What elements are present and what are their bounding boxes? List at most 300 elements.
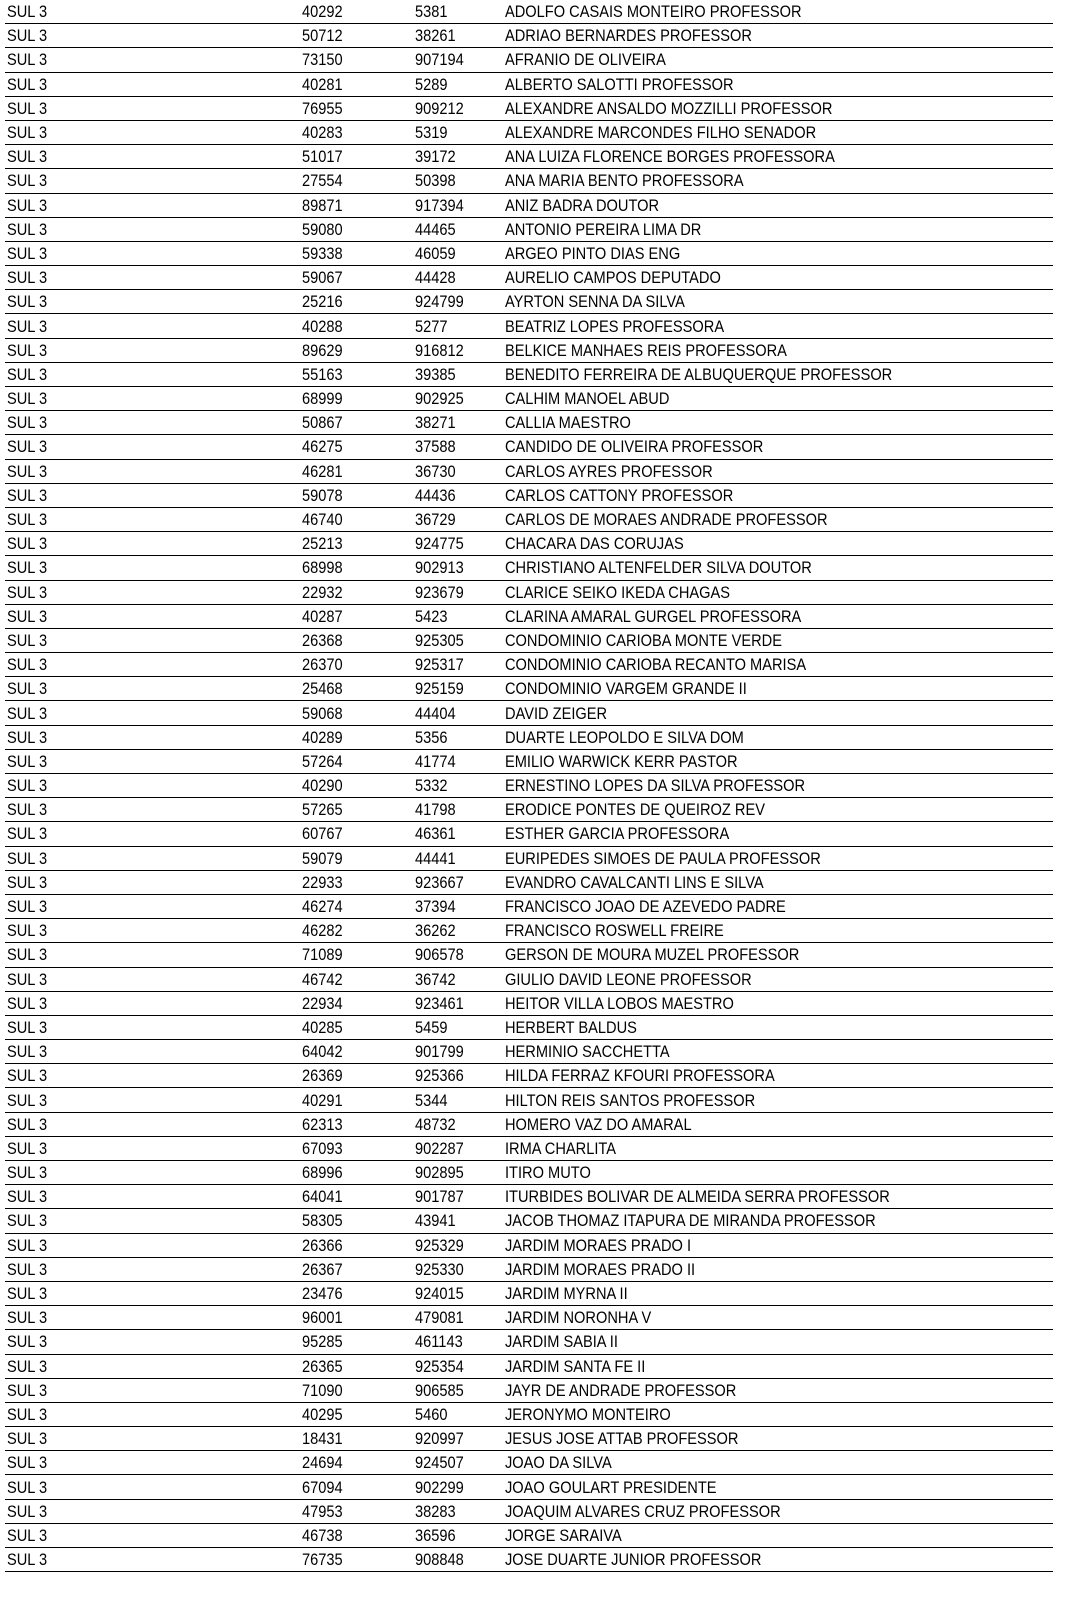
region-cell-text: SUL 3 [7, 1163, 48, 1183]
table-row [5, 1306, 1053, 1330]
region-cell [5, 1164, 302, 1181]
name-cell-text: HERMINIO SACCHETTA [505, 1042, 670, 1062]
code2-cell-text: 923461 [415, 993, 464, 1013]
name-cell-text: JARDIM NORONHA V [505, 1308, 652, 1328]
code1-cell-text: 73150 [302, 50, 343, 70]
school-list-table [5, 0, 1053, 1572]
name-cell-text: ALEXANDRE MARCONDES FILHO SENADOR [505, 123, 817, 143]
code2-cell [415, 172, 505, 189]
region-cell [5, 729, 302, 746]
code1-cell-text: 50712 [302, 26, 343, 46]
code1-cell-text: 26369 [302, 1066, 343, 1086]
name-cell-text: ADOLFO CASAIS MONTEIRO PROFESSOR [505, 2, 802, 22]
code1-cell-text: 40295 [302, 1404, 343, 1424]
region-cell [5, 487, 302, 504]
region-cell-text: SUL 3 [7, 268, 48, 288]
region-cell-text: SUL 3 [7, 800, 48, 820]
code2-cell-text: 44436 [415, 485, 456, 505]
table-row [5, 895, 1053, 919]
region-cell [5, 874, 302, 891]
name-cell [505, 1237, 1053, 1254]
region-cell-text: SUL 3 [7, 413, 48, 433]
name-cell [505, 898, 1053, 915]
code2-cell-text: 36729 [415, 510, 456, 530]
region-cell-text: SUL 3 [7, 1453, 48, 1473]
name-cell-text: ALEXANDRE ANSALDO MOZZILLI PROFESSOR [505, 98, 833, 118]
code1-cell [302, 1333, 415, 1350]
region-cell-text: SUL 3 [7, 1380, 48, 1400]
code1-cell-text: 67093 [302, 1138, 343, 1158]
code2-cell [415, 922, 505, 939]
code1-cell [302, 487, 415, 504]
region-cell [5, 366, 302, 383]
code2-cell [415, 414, 505, 431]
name-cell-text: ADRIAO BERNARDES PROFESSOR [505, 26, 752, 46]
table-row [5, 750, 1053, 774]
code1-cell-text: 60767 [302, 824, 343, 844]
name-cell-text: AFRANIO DE OLIVEIRA [505, 50, 666, 70]
region-cell-text: SUL 3 [7, 1525, 48, 1545]
region-cell-text: SUL 3 [7, 1332, 48, 1352]
name-cell [505, 1430, 1053, 1447]
code2-cell [415, 777, 505, 794]
code1-cell-text: 46742 [302, 969, 343, 989]
name-cell [505, 124, 1053, 141]
code1-cell-text: 22932 [302, 582, 343, 602]
code1-cell [302, 318, 415, 335]
region-cell [5, 100, 302, 117]
code2-cell [415, 584, 505, 601]
code2-cell-text: 44441 [415, 848, 456, 868]
table-row [5, 1088, 1053, 1112]
table-row [5, 218, 1053, 242]
table-row [5, 701, 1053, 725]
table-row [5, 266, 1053, 290]
table-row [5, 0, 1053, 24]
code1-cell-text: 22933 [302, 872, 343, 892]
name-cell [505, 390, 1053, 407]
region-cell [5, 1285, 302, 1302]
code2-cell [415, 1261, 505, 1278]
region-cell [5, 269, 302, 286]
name-cell [505, 1043, 1053, 1060]
name-cell [505, 100, 1053, 117]
region-cell-text: SUL 3 [7, 969, 48, 989]
code1-cell-text: 40292 [302, 2, 343, 22]
region-cell [5, 608, 302, 625]
code1-cell [302, 1309, 415, 1326]
code1-cell [302, 946, 415, 963]
name-cell-text: CONDOMINIO CARIOBA RECANTO MARISA [505, 655, 807, 675]
name-cell-text: BEATRIZ LOPES PROFESSORA [505, 316, 725, 336]
code2-cell-text: 41774 [415, 751, 456, 771]
name-cell-text: HERBERT BALDUS [505, 1017, 637, 1037]
code2-cell-text: 923667 [415, 872, 464, 892]
code1-cell-text: 96001 [302, 1308, 343, 1328]
table-row [5, 24, 1053, 48]
code2-cell-text: 36262 [415, 921, 456, 941]
name-cell [505, 680, 1053, 697]
region-cell-text: SUL 3 [7, 1017, 48, 1037]
code2-cell [415, 729, 505, 746]
name-cell [505, 922, 1053, 939]
code1-cell-text: 95285 [302, 1332, 343, 1352]
region-cell-text: SUL 3 [7, 1284, 48, 1304]
name-cell [505, 995, 1053, 1012]
code2-cell-text: 44465 [415, 219, 456, 239]
table-row [5, 387, 1053, 411]
code2-cell-text: 906578 [415, 945, 464, 965]
code2-cell-text: 902925 [415, 389, 464, 409]
region-cell [5, 1237, 302, 1254]
name-cell [505, 1285, 1053, 1302]
table-row [5, 73, 1053, 97]
code2-cell-text: 902913 [415, 558, 464, 578]
code2-cell [415, 1382, 505, 1399]
region-cell [5, 1261, 302, 1278]
table-row [5, 1185, 1053, 1209]
name-cell-text: AURELIO CAMPOS DEPUTADO [505, 268, 721, 288]
region-cell-text: SUL 3 [7, 219, 48, 239]
table-row [5, 677, 1053, 701]
code1-cell [302, 1285, 415, 1302]
region-cell [5, 535, 302, 552]
name-cell [505, 850, 1053, 867]
name-cell [505, 1212, 1053, 1229]
name-cell [505, 1019, 1053, 1036]
name-cell-text: AYRTON SENNA DA SILVA [505, 292, 685, 312]
code1-cell [302, 1212, 415, 1229]
code1-cell [302, 51, 415, 68]
region-cell [5, 124, 302, 141]
table-row [5, 798, 1053, 822]
table-row [5, 121, 1053, 145]
name-cell [505, 1551, 1053, 1568]
name-cell-text: JARDIM SABIA II [505, 1332, 618, 1352]
region-cell [5, 342, 302, 359]
region-cell [5, 438, 302, 455]
code1-cell [302, 366, 415, 383]
region-cell-text: SUL 3 [7, 897, 48, 917]
region-cell [5, 245, 302, 262]
code2-cell-text: 5332 [415, 776, 448, 796]
region-cell-text: SUL 3 [7, 340, 48, 360]
code2-cell [415, 705, 505, 722]
name-cell [505, 825, 1053, 842]
region-cell-text: SUL 3 [7, 872, 48, 892]
name-cell [505, 1479, 1053, 1496]
table-row [5, 363, 1053, 387]
name-cell [505, 27, 1053, 44]
code2-cell-text: 38283 [415, 1501, 456, 1521]
code2-cell-text: 925159 [415, 679, 464, 699]
code1-cell-text: 57264 [302, 751, 343, 771]
code1-cell [302, 245, 415, 262]
region-cell-text: SUL 3 [7, 776, 48, 796]
code1-cell-text: 58305 [302, 1211, 343, 1231]
code2-cell [415, 3, 505, 20]
region-cell-text: SUL 3 [7, 703, 48, 723]
code1-cell [302, 1358, 415, 1375]
name-cell-text: JACOB THOMAZ ITAPURA DE MIRANDA PROFESSOR [505, 1211, 876, 1231]
code1-cell-text: 46282 [302, 921, 343, 941]
region-cell-text: SUL 3 [7, 655, 48, 675]
name-cell [505, 801, 1053, 818]
code1-cell [302, 100, 415, 117]
code1-cell [302, 850, 415, 867]
name-cell-text: EVANDRO CAVALCANTI LINS E SILVA [505, 872, 764, 892]
code1-cell-text: 67094 [302, 1477, 343, 1497]
name-cell-text: ESTHER GARCIA PROFESSORA [505, 824, 730, 844]
region-cell-text: SUL 3 [7, 195, 48, 215]
code2-cell-text: 39172 [415, 147, 456, 167]
code2-cell [415, 1140, 505, 1157]
name-cell [505, 559, 1053, 576]
region-cell [5, 51, 302, 68]
table-row [5, 556, 1053, 580]
name-cell-text: FRANCISCO ROSWELL FREIRE [505, 921, 724, 941]
table-row [5, 169, 1053, 193]
region-cell [5, 27, 302, 44]
name-cell-text: JARDIM MORAES PRADO II [505, 1259, 696, 1279]
name-cell [505, 608, 1053, 625]
region-cell [5, 656, 302, 673]
code2-cell [415, 148, 505, 165]
code1-cell [302, 584, 415, 601]
region-cell-text: SUL 3 [7, 50, 48, 70]
code1-cell-text: 46738 [302, 1525, 343, 1545]
code2-cell-text: 924775 [415, 534, 464, 554]
code1-cell [302, 922, 415, 939]
code2-cell [415, 1188, 505, 1205]
region-cell-text: SUL 3 [7, 1235, 48, 1255]
name-cell-text: HILDA FERRAZ KFOURI PROFESSORA [505, 1066, 775, 1086]
code2-cell-text: 916812 [415, 340, 464, 360]
name-cell [505, 1382, 1053, 1399]
code1-cell [302, 1479, 415, 1496]
code1-cell [302, 1454, 415, 1471]
code2-cell [415, 753, 505, 770]
code2-cell [415, 1092, 505, 1109]
table-row [5, 1403, 1053, 1427]
code1-cell-text: 22934 [302, 993, 343, 1013]
name-cell [505, 753, 1053, 770]
code1-cell [302, 825, 415, 842]
name-cell-text: FRANCISCO JOAO DE AZEVEDO PADRE [505, 897, 786, 917]
code1-cell [302, 1116, 415, 1133]
name-cell [505, 414, 1053, 431]
region-cell-text: SUL 3 [7, 461, 48, 481]
code1-cell-text: 40283 [302, 123, 343, 143]
table-row [5, 1451, 1053, 1475]
code1-cell [302, 1382, 415, 1399]
code1-cell-text: 26367 [302, 1259, 343, 1279]
region-cell-text: SUL 3 [7, 751, 48, 771]
name-cell-text: CLARICE SEIKO IKEDA CHAGAS [505, 582, 731, 602]
region-cell [5, 1454, 302, 1471]
name-cell-text: JORGE SARAIVA [505, 1525, 622, 1545]
region-cell [5, 76, 302, 93]
code2-cell [415, 1454, 505, 1471]
table-row [5, 847, 1053, 871]
code2-cell-text: 925305 [415, 630, 464, 650]
region-cell [5, 559, 302, 576]
code1-cell [302, 680, 415, 697]
code1-cell-text: 59078 [302, 485, 343, 505]
region-cell [5, 801, 302, 818]
region-cell-text: SUL 3 [7, 848, 48, 868]
table-row [5, 653, 1053, 677]
code2-cell [415, 366, 505, 383]
code2-cell-text: 36730 [415, 461, 456, 481]
name-cell-text: ARGEO PINTO DIAS ENG [505, 243, 681, 263]
name-cell [505, 293, 1053, 310]
name-cell [505, 535, 1053, 552]
code1-cell [302, 414, 415, 431]
code2-cell [415, 221, 505, 238]
code1-cell [302, 559, 415, 576]
code2-cell-text: 5289 [415, 74, 448, 94]
code2-cell [415, 825, 505, 842]
code1-cell-text: 25468 [302, 679, 343, 699]
code2-cell-text: 909212 [415, 98, 464, 118]
table-row [5, 508, 1053, 532]
table-row [5, 1234, 1053, 1258]
code1-cell [302, 656, 415, 673]
region-cell-text: SUL 3 [7, 1308, 48, 1328]
code1-cell [302, 27, 415, 44]
region-cell-text: SUL 3 [7, 606, 48, 626]
code2-cell-text: 5381 [415, 2, 448, 22]
region-cell-text: SUL 3 [7, 1066, 48, 1086]
code2-cell-text: 5460 [415, 1404, 448, 1424]
table-row [5, 919, 1053, 943]
name-cell [505, 1503, 1053, 1520]
table-row [5, 460, 1053, 484]
code1-cell-text: 18431 [302, 1429, 343, 1449]
code1-cell-text: 76735 [302, 1550, 343, 1570]
region-cell [5, 705, 302, 722]
code2-cell [415, 100, 505, 117]
name-cell [505, 148, 1053, 165]
code2-cell [415, 1043, 505, 1060]
name-cell-text: CALLIA MAESTRO [505, 413, 631, 433]
code2-cell [415, 1479, 505, 1496]
code2-cell [415, 656, 505, 673]
name-cell-text: JARDIM MORAES PRADO I [505, 1235, 692, 1255]
code2-cell-text: 902299 [415, 1477, 464, 1497]
region-cell-text: SUL 3 [7, 364, 48, 384]
name-cell [505, 463, 1053, 480]
name-cell-text: ITIRO MUTO [505, 1163, 591, 1183]
table-row [5, 1040, 1053, 1064]
code2-cell [415, 946, 505, 963]
name-cell-text: EMILIO WARWICK KERR PASTOR [505, 751, 738, 771]
code1-cell-text: 46740 [302, 510, 343, 530]
code1-cell [302, 3, 415, 20]
region-cell-text: SUL 3 [7, 510, 48, 530]
code1-cell [302, 753, 415, 770]
name-cell-text: JOAQUIM ALVARES CRUZ PROFESSOR [505, 1501, 781, 1521]
code2-cell-text: 46059 [415, 243, 456, 263]
code2-cell [415, 1406, 505, 1423]
code2-cell [415, 1309, 505, 1326]
code1-cell [302, 1503, 415, 1520]
region-cell-text: SUL 3 [7, 1114, 48, 1134]
table-row [5, 1258, 1053, 1282]
code1-cell [302, 705, 415, 722]
code1-cell [302, 221, 415, 238]
region-cell [5, 293, 302, 310]
code2-cell-text: 924507 [415, 1453, 464, 1473]
code1-cell-text: 68999 [302, 389, 343, 409]
code2-cell-text: 36596 [415, 1525, 456, 1545]
region-cell-text: SUL 3 [7, 243, 48, 263]
name-cell-text: JERONYMO MONTEIRO [505, 1404, 671, 1424]
code1-cell-text: 24694 [302, 1453, 343, 1473]
name-cell [505, 1140, 1053, 1157]
code2-cell-text: 902895 [415, 1163, 464, 1183]
name-cell-text: HEITOR VILLA LOBOS MAESTRO [505, 993, 734, 1013]
name-cell-text: JOAO DA SILVA [505, 1453, 612, 1473]
code2-cell-text: 901799 [415, 1042, 464, 1062]
code2-cell [415, 898, 505, 915]
name-cell-text: DAVID ZEIGER [505, 703, 608, 723]
table-row [5, 1379, 1053, 1403]
code1-cell-text: 59338 [302, 243, 343, 263]
name-cell-text: JARDIM SANTA FE II [505, 1356, 646, 1376]
name-cell [505, 1309, 1053, 1326]
name-cell [505, 729, 1053, 746]
table-row [5, 1209, 1053, 1233]
code1-cell-text: 25213 [302, 534, 343, 554]
name-cell-text: JOAO GOULART PRESIDENTE [505, 1477, 717, 1497]
code2-cell-text: 920997 [415, 1429, 464, 1449]
name-cell [505, 1527, 1053, 1544]
name-cell-text: CHRISTIANO ALTENFELDER SILVA DOUTOR [505, 558, 812, 578]
code2-cell [415, 535, 505, 552]
name-cell [505, 197, 1053, 214]
code2-cell [415, 487, 505, 504]
table-row [5, 1548, 1053, 1572]
code1-cell [302, 197, 415, 214]
region-cell [5, 680, 302, 697]
code1-cell-text: 51017 [302, 147, 343, 167]
region-cell [5, 197, 302, 214]
code2-cell [415, 463, 505, 480]
code2-cell [415, 293, 505, 310]
code1-cell [302, 1164, 415, 1181]
code2-cell [415, 1285, 505, 1302]
code2-cell [415, 342, 505, 359]
region-cell-text: SUL 3 [7, 26, 48, 46]
table-row [5, 629, 1053, 653]
code2-cell-text: 925330 [415, 1259, 464, 1279]
name-cell [505, 1261, 1053, 1278]
code1-cell-text: 59067 [302, 268, 343, 288]
region-cell [5, 1382, 302, 1399]
table-row [5, 290, 1053, 314]
region-cell-text: SUL 3 [7, 389, 48, 409]
region-cell-text: SUL 3 [7, 1501, 48, 1521]
code2-cell [415, 608, 505, 625]
region-cell [5, 1140, 302, 1157]
code1-cell [302, 463, 415, 480]
region-cell [5, 1067, 302, 1084]
code2-cell [415, 27, 505, 44]
region-cell [5, 172, 302, 189]
code2-cell [415, 995, 505, 1012]
